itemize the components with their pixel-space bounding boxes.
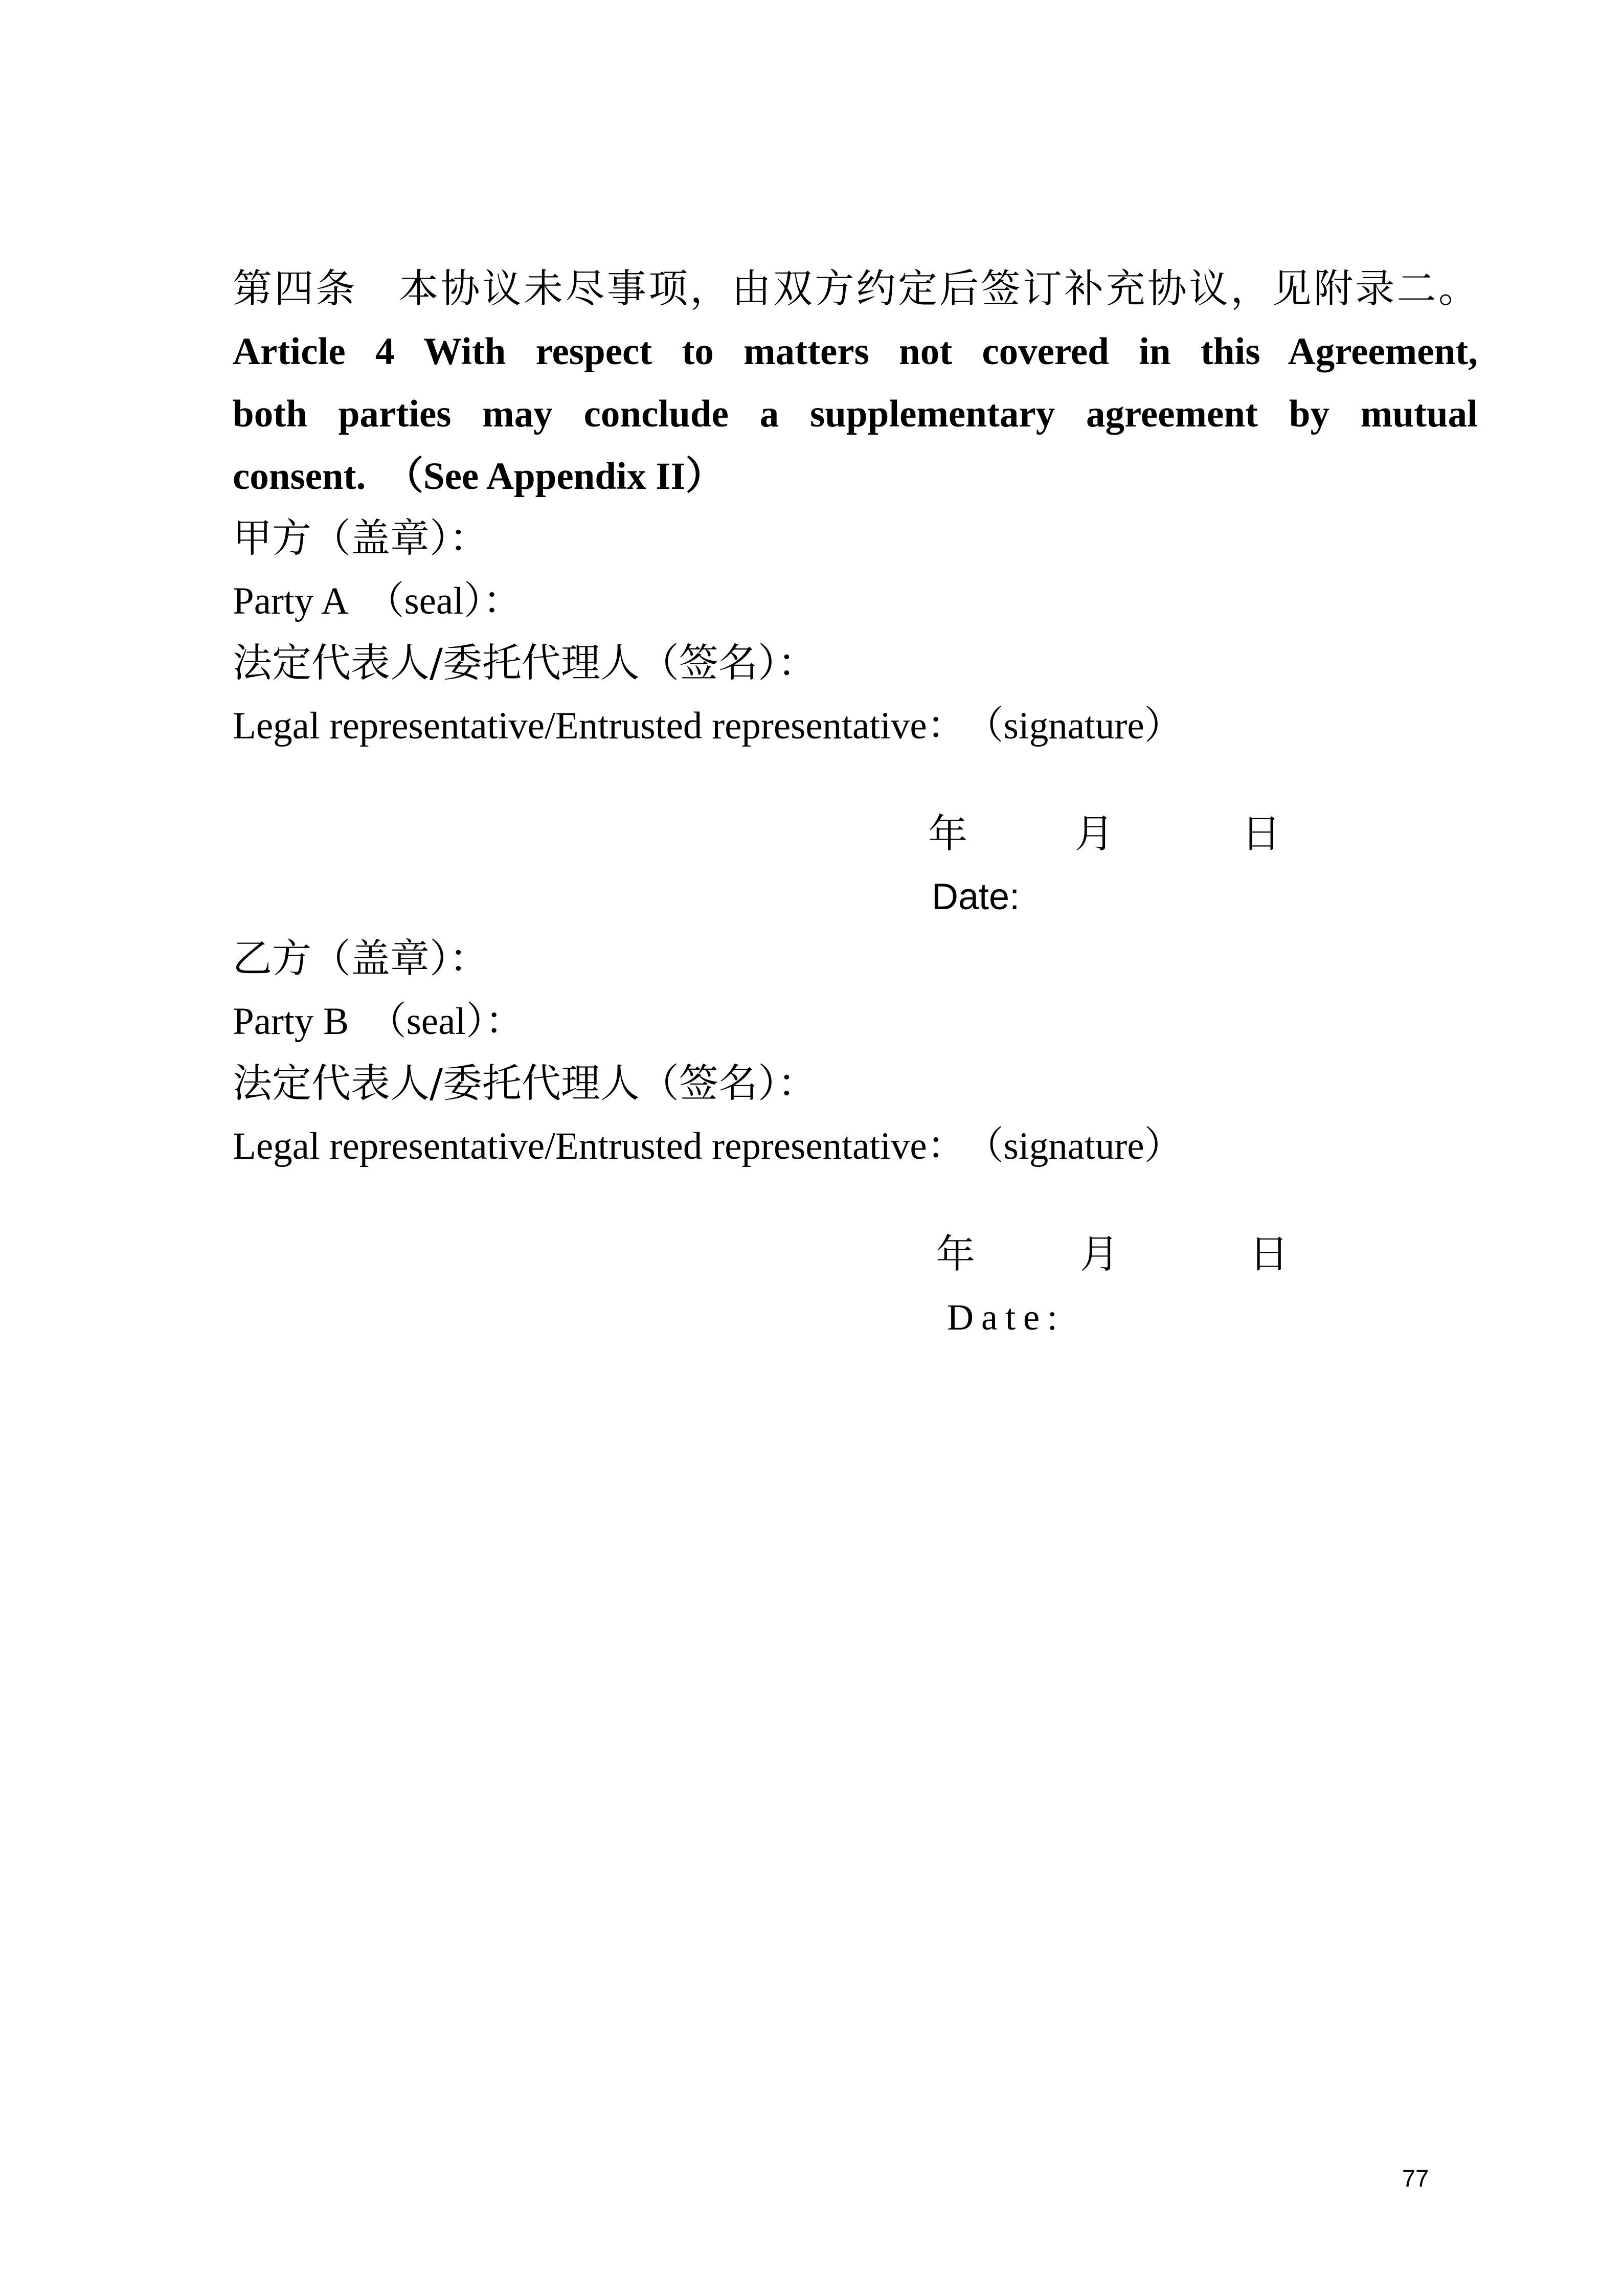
party-b-date-label: Date: [947,1297,1065,1338]
party-a-representative-line-zh: 法定代表人/委托代理人（签名）： [233,641,817,686]
party-b-year-label: 年 [936,1232,975,1277]
article4-clause-en-line3: consent. （See Appendix II） [233,455,724,498]
article4-clause-en-line2: both parties may conclude a supplementary agreement by mutual [233,393,1478,435]
party-b-representative-line-en: Legal representative/Entrusted representative： （signature） [233,1125,1183,1167]
party-b-seal-line-en: Party B （seal）： [233,1000,524,1043]
party-a-representative-line-en: Legal representative/Entrusted representative： （signature） [233,705,1183,747]
party-a-year-label: 年 [928,812,967,857]
article4-number-label: Article 4 [233,330,395,373]
party-b-seal-line-zh: 乙方（盖章）： [233,936,489,982]
article4-clause-zh: 第四条 本协议未尽事项，由双方约定后签订补充协议，见附录二。 [233,266,1478,312]
party-a-seal-line-en: Party A （seal）： [233,580,522,622]
document-body [233,258,1478,1348]
page-number: 77 [1402,2165,1429,2192]
party-b-month-label: 月 [1079,1232,1119,1277]
party-a-month-label: 月 [1074,812,1114,857]
party-b-date-line-zh [233,1224,1478,1286]
party-a-day-label: 日 [1241,812,1281,857]
party-a-date-label: Date: [932,876,1020,917]
party-a-seal-line-zh: 甲方（盖章）： [233,516,489,561]
article4-clause-en-line1 [233,321,1478,383]
party-b-day-label: 日 [1249,1232,1289,1277]
party-b-representative-line-zh: 法定代表人/委托代理人（签名）： [233,1061,817,1107]
party-a-date-line-zh [233,803,1478,866]
article4-clause-en-line1-text: With respect to matters not covered in this Agreement, [423,330,1478,373]
